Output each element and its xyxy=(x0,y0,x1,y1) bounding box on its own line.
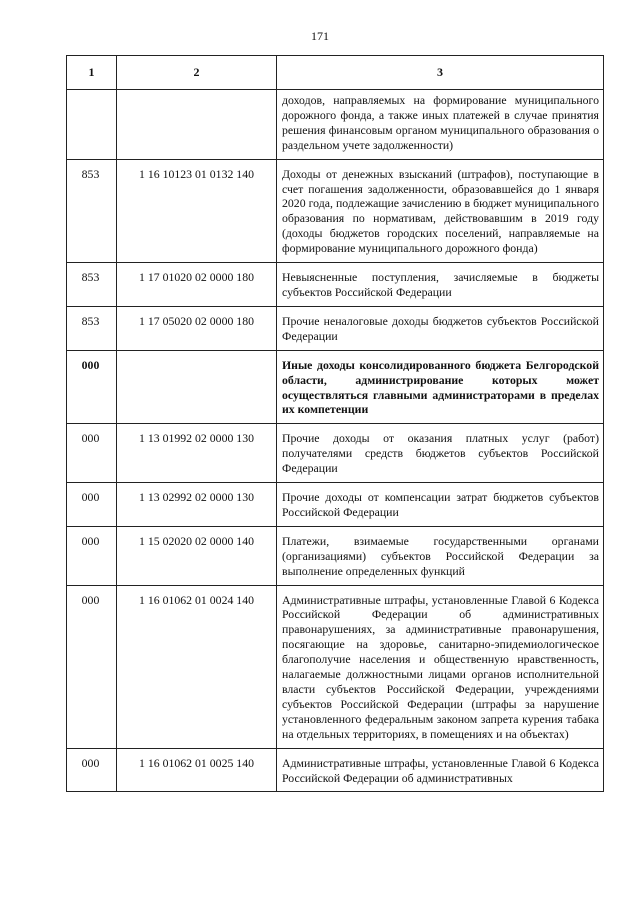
column-header-description: 3 xyxy=(277,56,604,90)
admin-code-cell: 000 xyxy=(67,585,117,748)
admin-code-cell: 000 xyxy=(67,350,117,424)
revenue-description-cell: Платежи, взимаемые государственными органами (организациями) субъектов Российской Федерации за выполнение определенных функций xyxy=(277,526,604,585)
revenue-description-cell: доходов, направляемых на формирование муниципального дорожного фонда, а также иных платежей в случае принятия решения финансовым органом муниципального образования о раздельном учете задолженности) xyxy=(277,90,604,160)
budget-classification-code-cell: 1 15 02020 02 0000 140 xyxy=(117,526,277,585)
admin-code-cell: 000 xyxy=(67,526,117,585)
admin-code-cell: 853 xyxy=(67,306,117,350)
admin-code-cell xyxy=(67,90,117,160)
table-row xyxy=(67,483,604,527)
page-number: 171 xyxy=(311,29,329,43)
revenue-description-cell: Невыясненные поступления, зачисляемые в бюджеты субъектов Российской Федерации xyxy=(277,263,604,307)
table-row xyxy=(67,350,604,424)
revenue-description-cell: Иные доходы консолидированного бюджета Белгородской области, администрирование которых может осуществляться главными администраторами в пределах их компетенции xyxy=(277,350,604,424)
admin-code-cell: 853 xyxy=(67,159,117,262)
table-row xyxy=(67,424,604,483)
budget-classification-code-cell: 1 13 02992 02 0000 130 xyxy=(117,483,277,527)
budget-classification-code-cell xyxy=(117,350,277,424)
table-row xyxy=(67,526,604,585)
budget-classification-code-cell: 1 13 01992 02 0000 130 xyxy=(117,424,277,483)
revenue-description-cell: Прочие доходы от компенсации затрат бюджетов субъектов Российской Федерации xyxy=(277,483,604,527)
budget-classification-code-cell: 1 17 05020 02 0000 180 xyxy=(117,306,277,350)
table-row xyxy=(67,159,604,262)
table-row xyxy=(67,90,604,160)
budget-classification-code-cell: 1 16 10123 01 0132 140 xyxy=(117,159,277,262)
column-header-admin: 1 xyxy=(67,56,117,90)
table-row xyxy=(67,748,604,792)
budget-classification-code-cell: 1 16 01062 01 0025 140 xyxy=(117,748,277,792)
budget-classification-code-cell: 1 16 01062 01 0024 140 xyxy=(117,585,277,748)
admin-code-cell: 000 xyxy=(67,424,117,483)
revenue-description-cell: Доходы от денежных взысканий (штрафов), поступающие в счет погашения задолженности, образовавшейся до 1 января 2020 года, подлежащие зачислению в бюджет муниципального образования по нормативам, действовавшим в 2019 году (доходы бюджетов городских поселений, направляемые на формирование муниципального дорожного фонда) xyxy=(277,159,604,262)
admin-code-cell: 000 xyxy=(67,483,117,527)
column-header-code: 2 xyxy=(117,56,277,90)
table-header-row xyxy=(67,56,604,90)
budget-classification-code-cell: 1 17 01020 02 0000 180 xyxy=(117,263,277,307)
admin-code-cell: 000 xyxy=(67,748,117,792)
revenue-description-cell: Прочие неналоговые доходы бюджетов субъектов Российской Федерации xyxy=(277,306,604,350)
admin-code-cell: 853 xyxy=(67,263,117,307)
revenue-codes-table xyxy=(66,55,604,792)
revenue-description-cell: Прочие доходы от оказания платных услуг (работ) получателями средств бюджетов субъектов Российской Федерации xyxy=(277,424,604,483)
revenue-description-cell: Административные штрафы, установленные Главой 6 Кодекса Российской Федерации об административных xyxy=(277,748,604,792)
budget-classification-code-cell xyxy=(117,90,277,160)
table-body xyxy=(67,90,604,792)
revenue-description-cell: Административные штрафы, установленные Главой 6 Кодекса Российской Федерации об административных правонарушениях, за административные правонарушения, посягающие на здоровье, санитарно-эпидемиологическое благополучие населения и общественную нравственность, налагаемые должностными лицами органов исполнительной власти субъектов Российской Федерации, учреждениями субъектов Российской Федерации (штрафы за нарушение установленного федеральным законом запрета курения табака на отдельных территориях, в помещениях и на объектах) xyxy=(277,585,604,748)
table-row xyxy=(67,585,604,748)
table-row xyxy=(67,306,604,350)
table-row xyxy=(67,263,604,307)
